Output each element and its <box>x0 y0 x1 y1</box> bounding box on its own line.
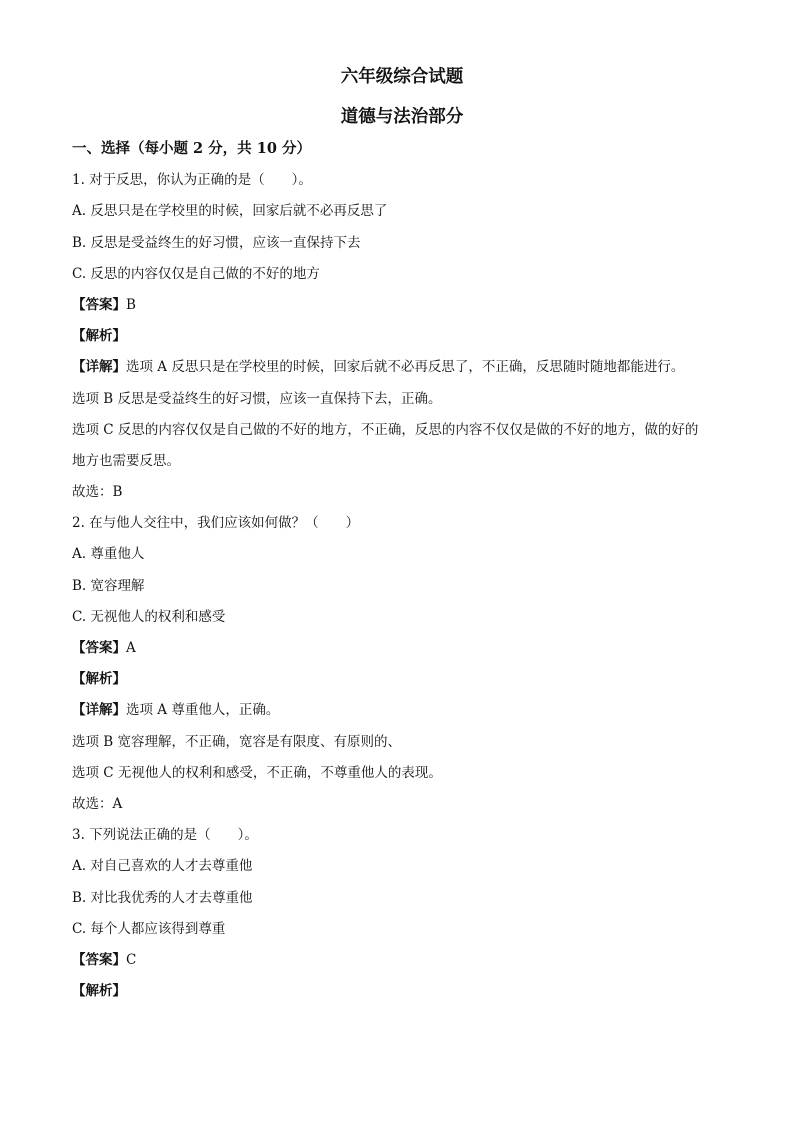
answer-line <box>72 295 732 315</box>
detail-line <box>72 700 732 720</box>
answer-line <box>72 638 732 658</box>
answer-label: 【答案】 <box>72 296 126 313</box>
option-b: B. 对比我优秀的人才去尊重他 <box>72 889 253 906</box>
analysis-label: 【解析】 <box>72 671 126 688</box>
detail-line <box>72 357 732 377</box>
detail-label: 【详解】 <box>72 359 126 376</box>
analysis-label: 【解析】 <box>72 983 126 1000</box>
section-heading: 一、选择（每小题 2 分，共 10 分） <box>72 140 311 157</box>
question-stem: 3. 下列说法正确的是（ ）。 <box>72 827 258 844</box>
option-b: B. 宽容理解 <box>72 577 145 594</box>
option-a: A. 对自己喜欢的人才去尊重他 <box>72 858 253 875</box>
detail-line: 选项 C 反思的内容仅仅是自己做的不好的地方，不正确，反思的内容不仅仅是做的不好的地方，做的好的 <box>72 421 699 438</box>
option-c: C. 反思的内容仅仅是自己做的不好的地方 <box>72 265 320 282</box>
answer-value: B <box>126 296 136 313</box>
option-c: C. 无视他人的权利和感受 <box>72 608 226 625</box>
answer-label: 【答案】 <box>72 951 126 968</box>
option-c: C. 每个人都应该得到尊重 <box>72 920 226 937</box>
page-subtitle: 道德与法治部分 <box>340 107 464 127</box>
detail-text: 选项 A 尊重他人，正确。 <box>126 702 280 719</box>
detail-text: 选项 A 反思只是在学校里的时候，回家后就不必再反思了，不正确，反思随时随地都能进行。 <box>126 359 685 376</box>
answer-value: C <box>126 951 137 968</box>
answer-line <box>72 950 732 970</box>
conclusion-line: 故选：B <box>72 484 123 501</box>
question-stem: 1. 对于反思，你认为正确的是（ ）。 <box>72 172 312 189</box>
option-a: A. 尊重他人 <box>72 546 145 563</box>
detail-line: 地方也需要反思。 <box>72 452 180 469</box>
detail-line: 选项 C 无视他人的权利和感受，不正确，不尊重他人的表现。 <box>72 764 442 781</box>
page-title: 六年级综合试题 <box>340 67 464 87</box>
detail-line: 选项 B 宽容理解，不正确，宽容是有限度、有原则的、 <box>72 733 402 750</box>
detail-label: 【详解】 <box>72 702 126 719</box>
document-page <box>72 66 732 1001</box>
option-a: A. 反思只是在学校里的时候，回家后就不必再反思了 <box>72 203 388 220</box>
answer-label: 【答案】 <box>72 640 126 656</box>
option-b: B. 反思是受益终生的好习惯，应该一直保持下去 <box>72 234 361 251</box>
conclusion-line: 故选：A <box>72 795 123 812</box>
answer-value: A <box>126 640 136 656</box>
detail-line: 选项 B 反思是受益终生的好习惯，应该一直保持下去，正确。 <box>72 390 442 407</box>
question-stem: 2. 在与他人交往中，我们应该如何做？（ ） <box>72 515 360 532</box>
analysis-label: 【解析】 <box>72 328 126 345</box>
